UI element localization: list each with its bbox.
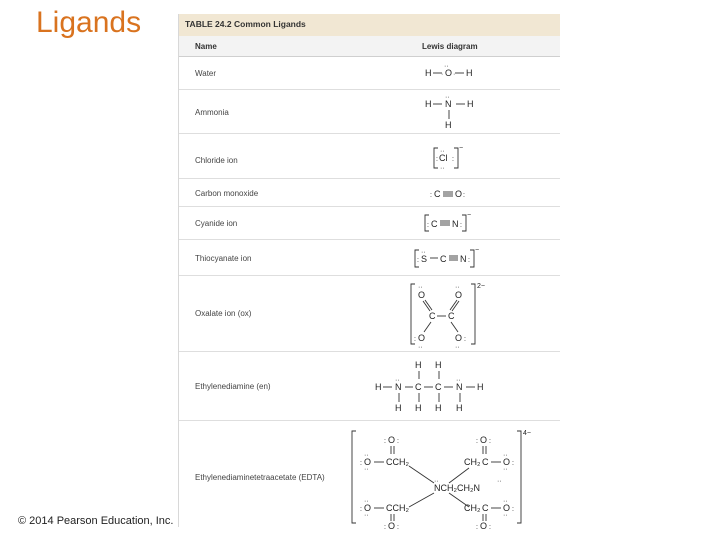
- svg-text:−: −: [459, 145, 464, 152]
- ligands-table: [178, 14, 560, 531]
- svg-text:O: O: [388, 435, 396, 445]
- svg-text:H: H: [435, 403, 442, 413]
- table-row: [179, 240, 560, 276]
- svg-text::: :: [464, 336, 466, 343]
- svg-text:··: ··: [395, 377, 400, 384]
- svg-text:H: H: [415, 360, 422, 370]
- svg-text:··: ··: [455, 344, 460, 351]
- svg-text:·: ·: [441, 71, 444, 78]
- svg-text:O: O: [455, 189, 463, 199]
- svg-text:N: N: [460, 254, 467, 264]
- svg-text::: :: [360, 460, 362, 467]
- svg-text:N: N: [395, 382, 402, 392]
- svg-text:H: H: [395, 403, 402, 413]
- svg-text:−: −: [475, 247, 480, 254]
- svg-text:··: ··: [503, 466, 508, 473]
- svg-text::: :: [417, 257, 419, 264]
- svg-text::: :: [397, 438, 399, 445]
- svg-text:C: C: [482, 457, 489, 467]
- svg-text::: :: [463, 192, 465, 199]
- table-row: [179, 57, 560, 90]
- svg-text:Cl: Cl: [439, 153, 448, 163]
- ligand-name: Chloride ion: [195, 156, 238, 165]
- svg-text::: :: [452, 156, 454, 163]
- svg-text:CCH₂: CCH₂: [386, 457, 409, 467]
- svg-text:S: S: [421, 254, 428, 264]
- svg-text:O: O: [445, 68, 453, 78]
- svg-text:··: ··: [440, 165, 445, 172]
- svg-text:O: O: [418, 333, 426, 343]
- svg-text:−: −: [467, 212, 472, 219]
- svg-text:O: O: [418, 290, 426, 300]
- table-row: [179, 207, 560, 240]
- svg-text:··: ··: [364, 466, 369, 473]
- svg-text:··: ··: [497, 478, 502, 485]
- svg-text:O: O: [480, 435, 488, 445]
- ligand-name: Thiocyanate ion: [195, 254, 252, 263]
- svg-text::: :: [414, 336, 416, 343]
- table-header: [179, 36, 560, 57]
- svg-text:H: H: [456, 403, 463, 413]
- svg-text::: :: [476, 524, 478, 531]
- svg-text:N: N: [452, 219, 459, 229]
- svg-text:··: ··: [364, 498, 369, 505]
- svg-text:··: ··: [434, 478, 439, 485]
- svg-text:··: ··: [503, 498, 508, 505]
- svg-text::: :: [489, 524, 491, 531]
- svg-text:··: ··: [440, 148, 445, 155]
- table-number: TABLE 24.2: [185, 19, 232, 29]
- slide-title: Ligands: [36, 6, 142, 39]
- svg-text::: :: [512, 460, 514, 467]
- svg-text::: :: [430, 192, 432, 199]
- svg-text:O: O: [364, 457, 372, 467]
- lewis-chloride: [179, 134, 560, 178]
- svg-text:O: O: [503, 457, 511, 467]
- svg-text:·: ·: [453, 71, 456, 78]
- svg-text:C: C: [435, 382, 442, 392]
- ligand-name: Cyanide ion: [195, 219, 238, 228]
- svg-text::: :: [427, 222, 429, 229]
- svg-text:··: ··: [418, 344, 423, 351]
- ligand-name: Ethylenediamine (en): [195, 382, 271, 391]
- svg-text:C: C: [429, 311, 436, 321]
- svg-text:C: C: [415, 382, 422, 392]
- ligand-name: Water: [195, 69, 217, 78]
- svg-text:C: C: [482, 503, 489, 513]
- column-header-lewis: Lewis diagram: [422, 42, 478, 51]
- svg-text:··: ··: [421, 249, 426, 256]
- svg-text:··: ··: [503, 452, 508, 459]
- svg-text::: :: [476, 438, 478, 445]
- svg-text:C: C: [431, 219, 438, 229]
- svg-text:H: H: [467, 99, 474, 109]
- table-row: [179, 90, 560, 134]
- lewis-ethylenediamine: [179, 352, 560, 420]
- svg-text:N: N: [456, 382, 463, 392]
- svg-text::: :: [512, 506, 514, 513]
- svg-text:··: ··: [455, 284, 460, 291]
- svg-text:C: C: [448, 311, 455, 321]
- svg-text:··: ··: [364, 512, 369, 519]
- svg-text:CH₂: CH₂: [464, 503, 481, 513]
- lewis-water: [179, 57, 560, 89]
- table-row: [179, 179, 560, 207]
- svg-text:O: O: [503, 503, 511, 513]
- lewis-oxalate: [179, 276, 560, 351]
- svg-text::: :: [489, 438, 491, 445]
- svg-text:NCH₂CH₂N: NCH₂CH₂N: [434, 483, 480, 493]
- lewis-ammonia: [179, 90, 560, 133]
- svg-text:··: ··: [418, 284, 423, 291]
- svg-text:4−: 4−: [523, 430, 531, 437]
- svg-text:H: H: [466, 68, 473, 78]
- svg-text:··: ··: [445, 94, 450, 101]
- table-row: [179, 134, 560, 179]
- lewis-cyanide: [179, 207, 560, 239]
- svg-text::: :: [384, 524, 386, 531]
- svg-text:2−: 2−: [477, 283, 485, 290]
- svg-text:··: ··: [503, 512, 508, 519]
- copyright-notice: © 2014 Pearson Education, Inc.: [18, 515, 174, 527]
- ligand-name: Oxalate ion (ox): [195, 309, 252, 318]
- lewis-edta: [179, 421, 560, 531]
- lewis-carbon-monoxide: [179, 179, 560, 206]
- svg-text:O: O: [388, 521, 396, 531]
- svg-text:O: O: [455, 333, 463, 343]
- ligand-name: Ethylenediaminetetraacetate (EDTA): [195, 473, 325, 482]
- svg-text:C: C: [440, 254, 447, 264]
- ligand-name: Carbon monoxide: [195, 189, 259, 198]
- svg-text:H: H: [477, 382, 484, 392]
- svg-text:CCH₂: CCH₂: [386, 503, 409, 513]
- svg-text:H: H: [445, 120, 452, 130]
- svg-text:H: H: [425, 68, 432, 78]
- table-row: [179, 421, 560, 531]
- table-title: Common Ligands: [234, 19, 306, 29]
- svg-text:H: H: [425, 99, 432, 109]
- svg-text::: :: [460, 222, 462, 229]
- column-header-name: Name: [195, 42, 217, 51]
- svg-text::: :: [397, 524, 399, 531]
- table-row: [179, 276, 560, 352]
- svg-text:··: ··: [444, 63, 449, 70]
- svg-text:··: ··: [456, 377, 461, 384]
- svg-text:O: O: [455, 290, 463, 300]
- svg-text:CH₂: CH₂: [464, 457, 481, 467]
- table-row: [179, 352, 560, 421]
- svg-text:H: H: [415, 403, 422, 413]
- svg-text:O: O: [480, 521, 488, 531]
- svg-text::: :: [360, 506, 362, 513]
- svg-text::: :: [436, 156, 438, 163]
- svg-text:H: H: [435, 360, 442, 370]
- svg-text:N: N: [445, 99, 452, 109]
- svg-text:H: H: [375, 382, 382, 392]
- table-caption: [179, 14, 560, 36]
- svg-text:··: ··: [364, 452, 369, 459]
- ligand-name: Ammonia: [195, 108, 229, 117]
- svg-text:C: C: [434, 189, 441, 199]
- svg-text::: :: [384, 438, 386, 445]
- svg-text:O: O: [364, 503, 372, 513]
- lewis-thiocyanate: [179, 240, 560, 275]
- svg-text::: :: [468, 257, 470, 264]
